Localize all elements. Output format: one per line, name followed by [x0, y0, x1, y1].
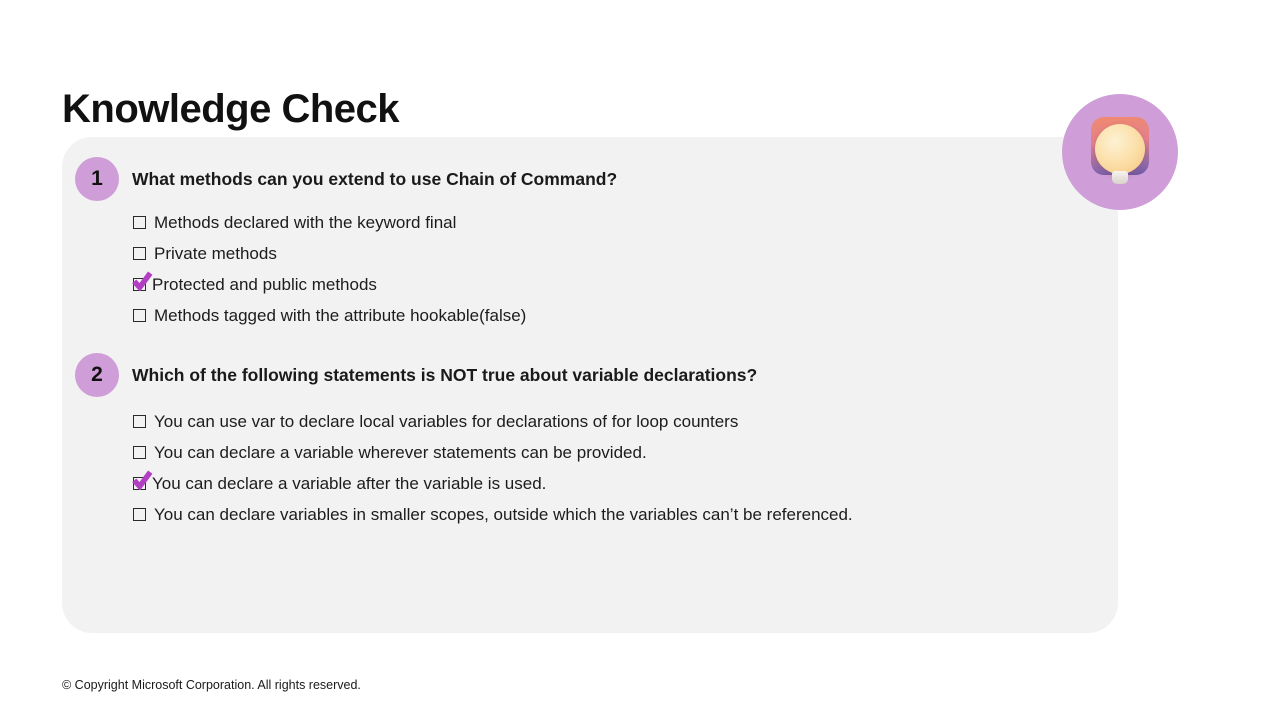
checkbox[interactable]: [133, 247, 146, 260]
option-label: Protected and public methods: [152, 274, 377, 294]
checkmark-icon: [131, 269, 153, 291]
option-row: [133, 300, 526, 331]
option-label: Private methods: [154, 243, 277, 263]
lightbulb-icon: [1091, 117, 1149, 175]
option-label: You can use var to declare local variables for declarations of for loop counters: [154, 411, 739, 431]
option-label: You can declare a variable wherever statements can be provided.: [154, 442, 647, 462]
option-label: You can declare a variable after the variable is used.: [152, 473, 547, 493]
question-1-text: What methods can you extend to use Chain of Command?: [132, 168, 618, 189]
option-row: [133, 499, 853, 530]
checkmark-icon: [131, 468, 153, 490]
page-title: Knowledge Check: [62, 86, 400, 131]
option-label: Methods declared with the keyword final: [154, 212, 457, 232]
option-row: [133, 269, 526, 300]
checkbox[interactable]: [133, 278, 146, 291]
checkbox[interactable]: [133, 309, 146, 322]
option-label: Methods tagged with the attribute hookable(false): [154, 305, 527, 325]
checkbox[interactable]: [133, 415, 146, 428]
option-row: [133, 238, 526, 269]
question-2-text: Which of the following statements is NOT true about variable declarations?: [132, 364, 758, 385]
checkbox[interactable]: [133, 216, 146, 229]
option-row: [133, 468, 853, 499]
option-row: [133, 207, 526, 238]
checkbox[interactable]: [133, 477, 146, 490]
question-2-options: [133, 406, 853, 530]
question-2-number-badge: 2: [75, 353, 119, 397]
lightbulb-glass: [1095, 124, 1145, 174]
copyright-footer: © Copyright Microsoft Corporation. All rights reserved.: [62, 678, 361, 692]
checkbox[interactable]: [133, 508, 146, 521]
question-2-header: [75, 353, 757, 397]
question-1-number-badge: 1: [75, 157, 119, 201]
knowledge-check-card: [62, 137, 1118, 633]
lightbulb-base: [1112, 171, 1128, 184]
checkbox[interactable]: [133, 446, 146, 459]
option-row: [133, 406, 853, 437]
lightbulb-badge: [1062, 94, 1178, 210]
question-1-header: [75, 157, 617, 201]
question-1-options: [133, 207, 526, 331]
option-row: [133, 437, 853, 468]
option-label: You can declare variables in smaller scopes, outside which the variables can’t be referenced.: [154, 504, 853, 524]
